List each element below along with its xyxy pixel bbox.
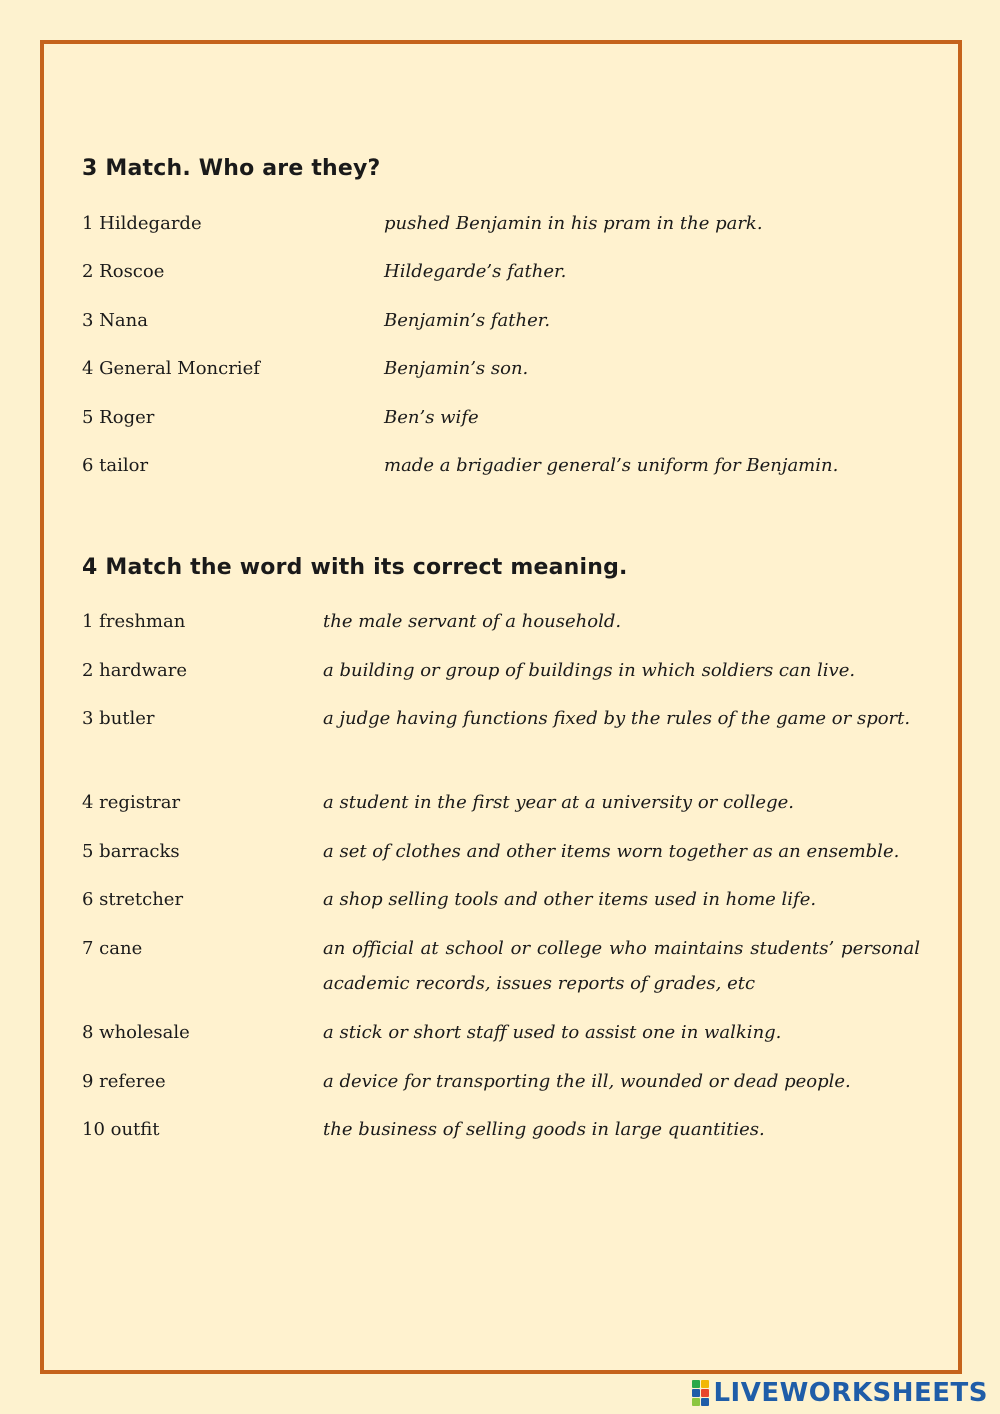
logo-text: LIVEWORKSHEETS xyxy=(713,1378,988,1408)
logo-block xyxy=(692,1398,700,1406)
match-definition: the male servant of a household. xyxy=(323,611,622,632)
match-definition: Benjamin’s father. xyxy=(384,310,551,331)
section-4-title: 4 Match the word with its correct meaning. xyxy=(82,555,628,580)
match-term: 1 Hildegarde xyxy=(82,213,202,234)
match-term: 4 registrar xyxy=(82,792,181,813)
logo-block xyxy=(692,1380,700,1388)
match-definition: a judge having functions fixed by the rules of the game or sport. xyxy=(323,708,911,729)
match-term: 6 stretcher xyxy=(82,889,184,910)
logo-block xyxy=(701,1380,709,1388)
match-term: 4 General Moncrief xyxy=(82,358,260,379)
match-term: 10 outfit xyxy=(82,1119,160,1140)
match-definition: a device for transporting the ill, wounded or dead people. xyxy=(323,1071,851,1092)
liveworksheets-logo[interactable] xyxy=(692,1378,988,1408)
section-3-title: 3 Match. Who are they? xyxy=(82,156,381,181)
logo-mark-icon xyxy=(692,1380,709,1406)
match-term: 9 referee xyxy=(82,1071,166,1092)
match-definition: made a brigadier general’s uniform for Benjamin. xyxy=(384,455,839,476)
match-term: 3 butler xyxy=(82,708,155,729)
match-term: 7 cane xyxy=(82,938,143,959)
match-term: 6 tailor xyxy=(82,455,149,476)
match-definition: a shop selling tools and other items used in home life. xyxy=(323,889,817,910)
match-definition: a building or group of buildings in which soldiers can live. xyxy=(323,660,856,681)
match-term: 5 Roger xyxy=(82,407,155,428)
match-term: 8 wholesale xyxy=(82,1022,190,1043)
match-definition: Hildegarde’s father. xyxy=(384,261,567,282)
match-term: 5 barracks xyxy=(82,841,180,862)
match-definition: Benjamin’s son. xyxy=(384,358,529,379)
match-definition: a student in the first year at a university or college. xyxy=(323,792,794,813)
logo-block xyxy=(692,1389,700,1397)
logo-block xyxy=(701,1389,709,1397)
match-definition: a stick or short staff used to assist one in walking. xyxy=(323,1022,782,1043)
match-definition: the business of selling goods in large quantities. xyxy=(323,1119,765,1140)
logo-block xyxy=(701,1398,709,1406)
match-term: 2 hardware xyxy=(82,660,188,681)
match-definition: Ben’s wife xyxy=(384,407,479,428)
match-definition: an official at school or college who maintains students’ personal academic records, issues reports of grades, etc xyxy=(323,938,920,994)
match-definition: a set of clothes and other items worn together as an ensemble. xyxy=(323,841,900,862)
match-term: 3 Nana xyxy=(82,310,148,331)
match-term: 1 freshman xyxy=(82,611,186,632)
match-term: 2 Roscoe xyxy=(82,261,165,282)
match-definition: pushed Benjamin in his pram in the park. xyxy=(384,213,763,234)
